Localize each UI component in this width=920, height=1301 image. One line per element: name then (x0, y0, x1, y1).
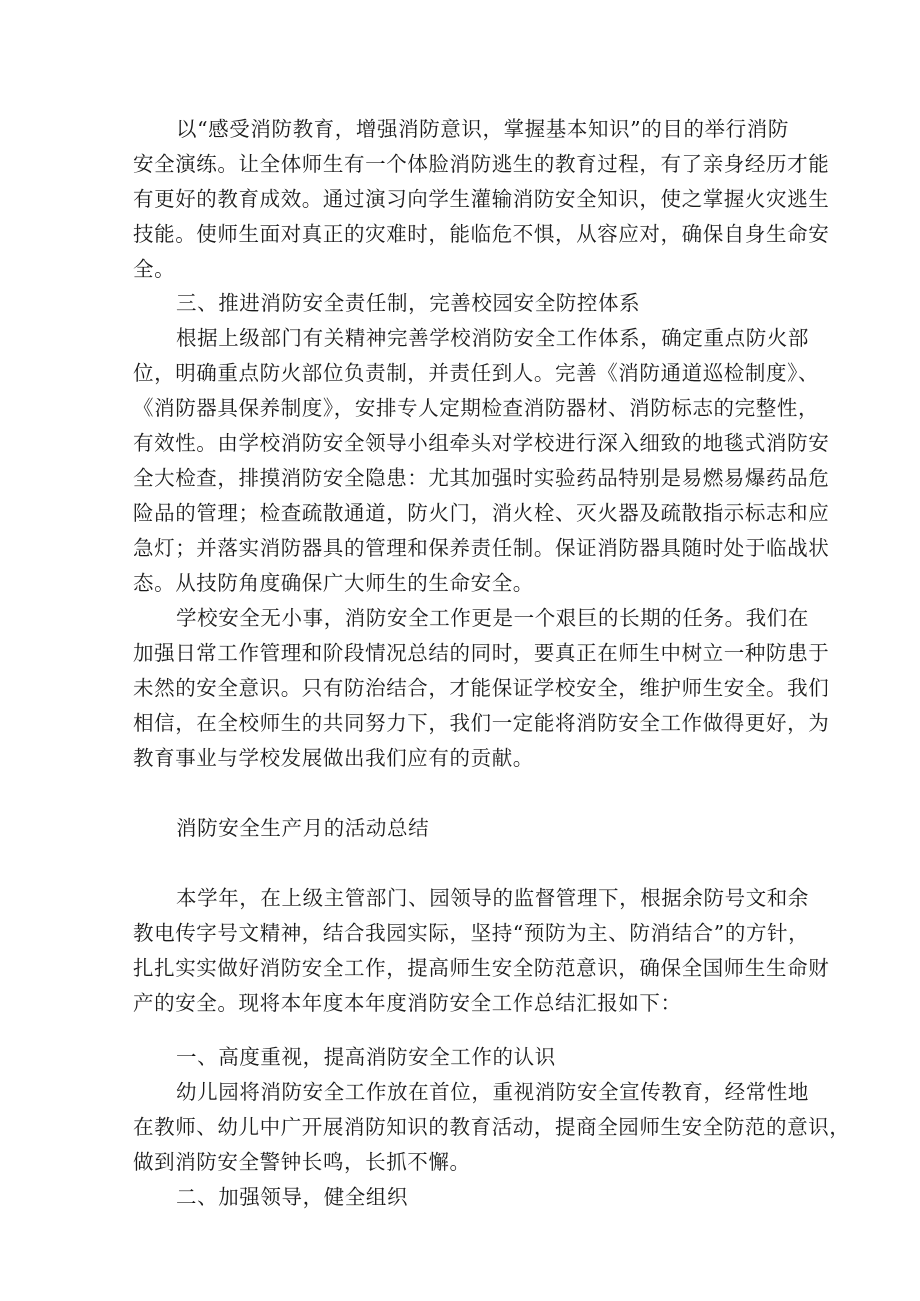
paragraph-line: 全大检查，排摸消防安全隐患：尤其加强时实验药品特别是易燃易爆药品危 (133, 466, 830, 490)
paragraph-line: 在教师、幼儿中广开展消防知识的教育活动，提商全园师生安全防范的意识， (133, 1115, 851, 1139)
paragraph-line: 加强日常工作管理和阶段情况总结的同时，要真正在师生中树立一种防患于 (133, 641, 830, 665)
paragraph-line: 教育事业与学校发展做出我们应有的贡献。 (133, 746, 534, 770)
paragraph-line: 态。从技防角度确保广大师生的生命安全。 (133, 571, 534, 595)
paragraph-line: 做到消防安全警钟长鸣，长抓不懈。 (133, 1150, 471, 1174)
paragraph-line: 根据上级部门有关精神完善学校消防安全工作体系，确定重点防火部 (176, 326, 809, 350)
section-heading: 一、高度重视，提高消防安全工作的认识 (176, 1045, 556, 1069)
section-heading: 二、加强领导，健全组织 (176, 1185, 409, 1209)
paragraph-line: 未然的安全意识。只有防治结合，才能保证学校安全，维护师生安全。我们 (133, 676, 830, 700)
paragraph-line: 《消防器具保养制度》，安排专人定期检查消防器材、消防标志的完整性， (133, 396, 820, 420)
paragraph-line: 安全演练。让全体师生有一个体脸消防逃生的教育过程，有了亲身经历才能 (133, 152, 830, 176)
paragraph-line: 全。 (133, 257, 176, 281)
paragraph-line: 幼儿园将消防安全工作放在首位，重视消防安全宣传教育，经常性地 (176, 1080, 809, 1104)
paragraph-line: 相信，在全校师生的共同努力下，我们一定能将消防安全工作做得更好，为 (133, 711, 830, 735)
paragraph-line: 以“感受消防教育，增强消防意识，掌握基本知识”的目的举行消防 (176, 117, 789, 141)
paragraph-line: 位，明确重点防火部位负责制，并责任到人。完善《消防通道巡检制度》、 (133, 361, 820, 385)
paragraph-line: 本学年，在上级主管部门、园领导的监督管理下，根据余防号文和余 (176, 886, 809, 910)
paragraph-line: 有更好的教育成效。通过演习向学生灌输消防安全知识，使之掌握火灾逃生 (133, 187, 830, 211)
paragraph-line: 技能。使师生面对真正的灾难时，能临危不惧，从容应对，确保自身生命安 (133, 222, 830, 246)
paragraph-line: 有效性。由学校消防安全领导小组牵头对学校进行深入细致的地毯式消防安 (133, 431, 830, 455)
paragraph-line: 急灯；并落实消防器具的管理和保养责任制。保证消防器具随时处于临战状 (133, 536, 830, 560)
paragraph-line: 教电传字号文精神，结合我园实际，坚持“预防为主、防消结合”的方针， (133, 921, 810, 945)
paragraph-line: 险品的管理；检查疏散通道，防火门，消火栓、灭火器及疏散指示标志和应 (133, 501, 830, 525)
paragraph-line: 学校安全无小事，消防安全工作更是一个艰巨的长期的任务。我们在 (176, 606, 809, 630)
paragraph-line: 扎扎实实做好消防安全工作，提高师生安全防范意识，确保全国师生生命财 (133, 956, 830, 980)
document-title: 消防安全生产月的活动总结 (176, 816, 430, 840)
section-heading: 三、推进消防安全责任制，完善校园安全防控体系 (176, 291, 641, 315)
paragraph-line: 产的安全。现将本年度本年度消防安全工作总结汇报如下： (133, 991, 682, 1015)
